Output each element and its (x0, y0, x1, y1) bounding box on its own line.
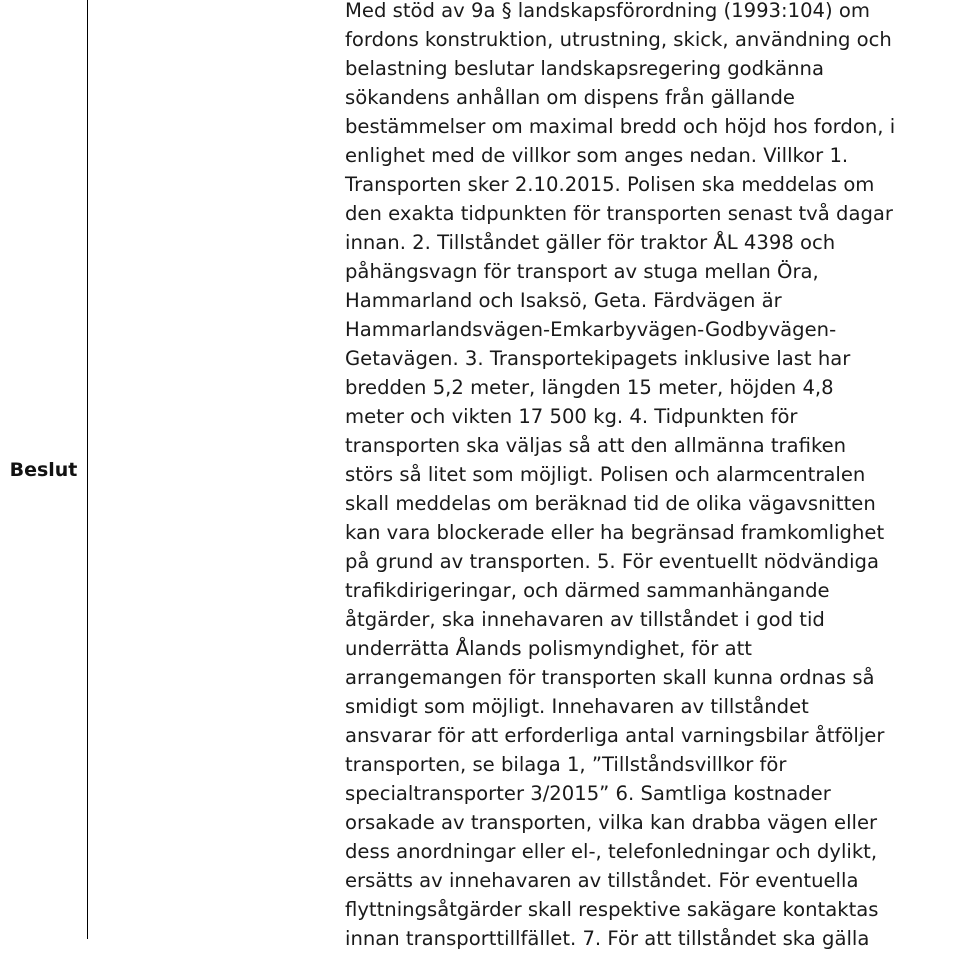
text-line: flyttningsåtgärder skall respektive sakägare kontaktas (345, 898, 879, 921)
text-line: ansvarar för att erforderliga antal varningsbilar åtföljer (345, 724, 885, 747)
text-line: Getavägen. 3. Transportekipagets inklusive last har (345, 347, 851, 370)
text-line: arrangemangen för transporten skall kunna ordnas så (345, 666, 875, 689)
text-line: enlighet med de villkor som anges nedan. Villkor 1. (345, 144, 849, 167)
text-line: Hammarlandsvägen-Emkarbyvägen-Godbyvägen- (345, 318, 837, 341)
text-line: dess anordningar eller el-, telefonledningar och dylikt, (345, 840, 878, 863)
text-line: ersätts av innehavaren av tillståndet. För eventuella (345, 869, 859, 892)
text-line: smidigt som möjligt. Innehavaren av tillståndet (345, 695, 809, 718)
text-line: störs så litet som möjligt. Polisen och alarmcentralen (345, 463, 866, 486)
text-line: åtgärder, ska innehavaren av tillståndet i god tid (345, 608, 825, 631)
text-line: på grund av transporten. 5. För eventuellt nödvändiga (345, 550, 879, 573)
text-line: kan vara blockerade eller ha begränsad framkomlighet (345, 521, 885, 544)
text-line: meter och vikten 17 500 kg. 4. Tidpunkten för (345, 405, 798, 428)
decision-content-cell (88, 0, 960, 950)
text-line: bredden 5,2 meter, längden 15 meter, höjden 4,8 (345, 376, 834, 399)
text-line: påhängsvagn för transport av stuga mellan Öra, (345, 260, 819, 283)
text-line: Med stöd av 9a § landskapsförordning (1993:104) om (345, 0, 870, 22)
text-line: innan transporttillfället. 7. För att tillståndet ska gälla (345, 927, 870, 950)
section-label: Beslut (9, 458, 78, 481)
text-line: fordons konstruktion, utrustning, skick, användning och (345, 28, 892, 51)
text-line: transporten ska väljas så att den allmänna trafiken (345, 434, 847, 457)
decision-text (345, 0, 960, 953)
text-line: transporten, se bilaga 1, ”Tillståndsvillkor för (345, 753, 787, 776)
text-line: trafikdirigeringar, och därmed sammanhängande (345, 579, 830, 602)
text-line: innan. 2. Tillståndet gäller för traktor ÅL 4398 och (345, 231, 836, 254)
section-label-cell (0, 0, 88, 939)
text-line: underrätta Ålands polismyndighet, för att (345, 637, 752, 660)
text-line: orsakade av transporten, vilka kan drabba vägen eller (345, 811, 878, 834)
text-line: skall meddelas om beräknad tid de olika vägavsnitten (345, 492, 876, 515)
text-line: den exakta tidpunkten för transporten senast två dagar (345, 202, 893, 225)
text-line: bestämmelser om maximal bredd och höjd hos fordon, i (345, 115, 896, 138)
text-line: sökandens anhållan om dispens från gällande (345, 86, 795, 109)
text-line: belastning beslutar landskapsregering godkänna (345, 57, 824, 80)
text-line: Transporten sker 2.10.2015. Polisen ska meddelas om (345, 173, 875, 196)
text-line: specialtransporter 3/2015” 6. Samtliga kostnader (345, 782, 831, 805)
text-line: Hammarland och Isaksö, Geta. Färdvägen är (345, 289, 782, 312)
